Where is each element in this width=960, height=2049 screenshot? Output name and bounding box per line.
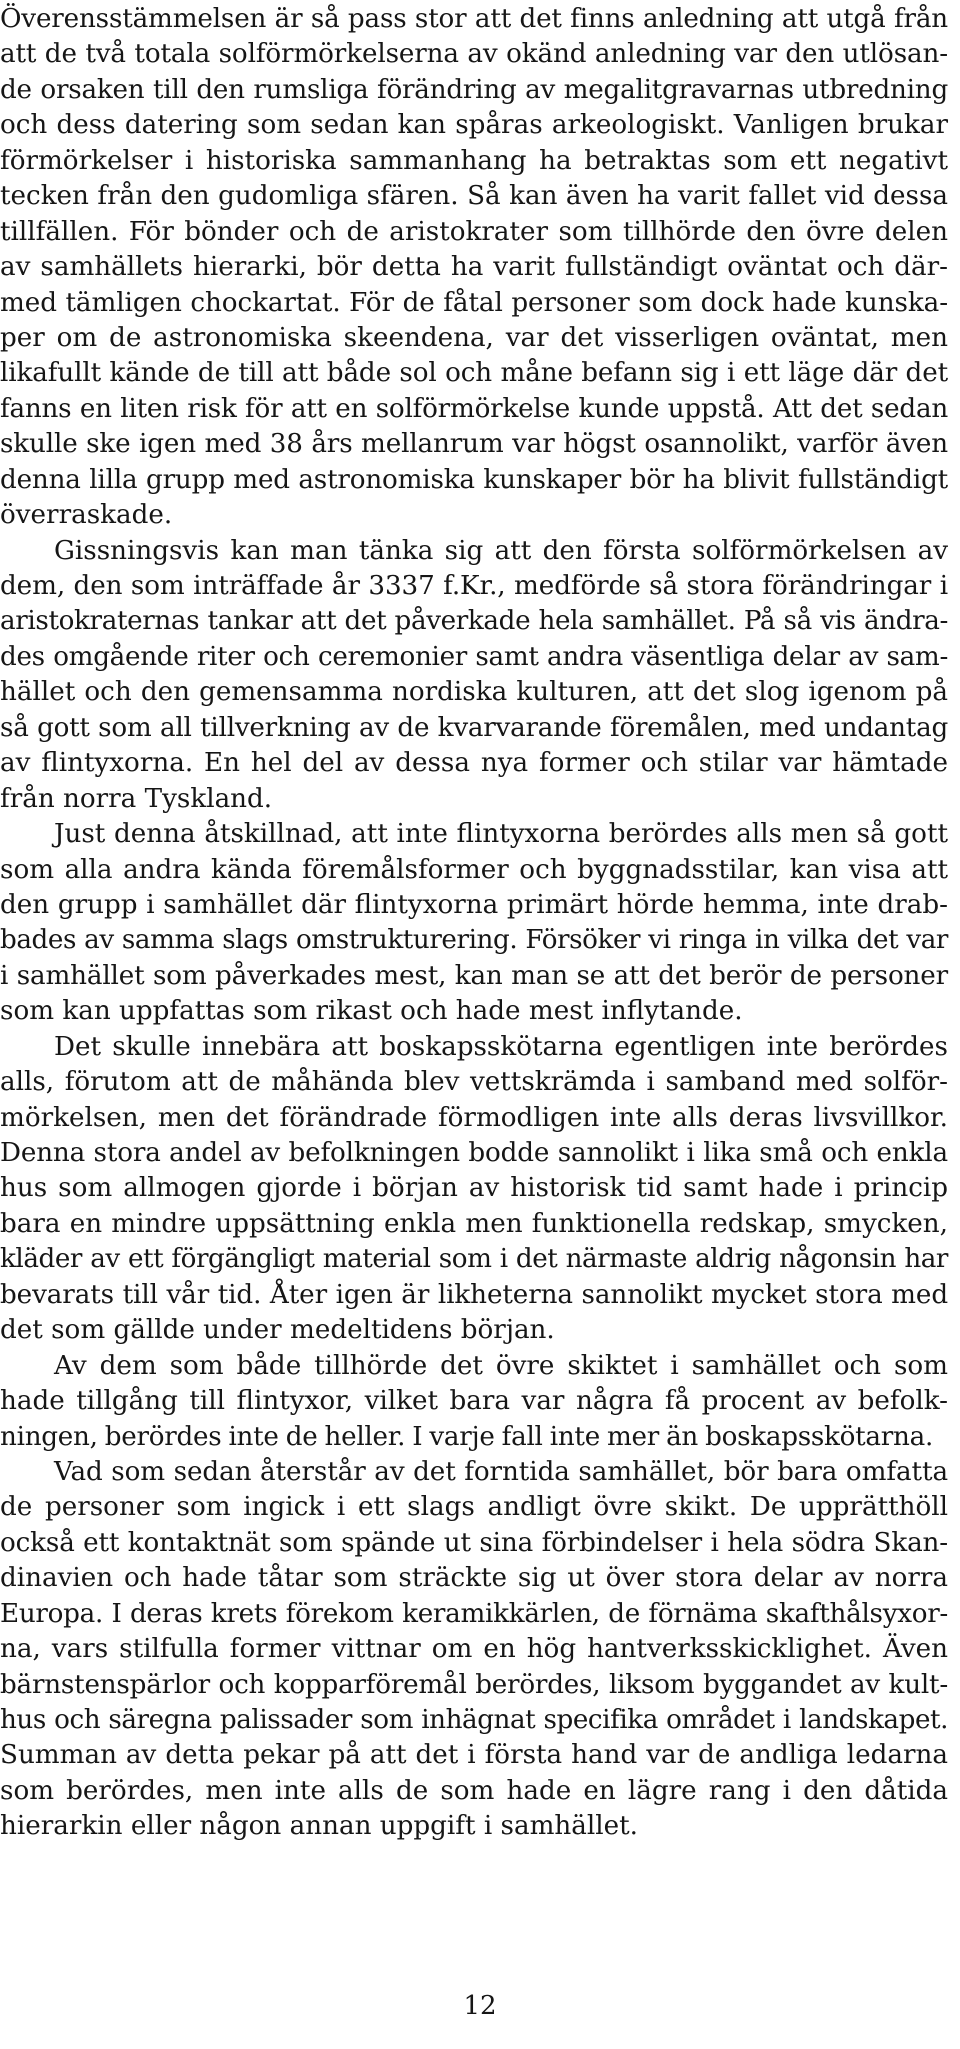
text-line: Just denna åtskillnad, att inte flintyxorna berördes alls men så gott bbox=[54, 819, 948, 850]
text-line: den grupp i samhället där flintyxorna primärt hörde hemma, inte drab- bbox=[0, 889, 948, 920]
text-line: det som gällde under medeltidens början. bbox=[0, 1315, 555, 1346]
text-line: hus som allmogen gjorde i början av historisk tid samt hade i princip bbox=[0, 1173, 948, 1204]
text-line: tillfällen. För bönder och de aristokrater som tillhörde den övre delen bbox=[0, 216, 948, 247]
text-line: överraskade. bbox=[0, 500, 173, 531]
text-line: dem, den som inträffade år 3337 f.Kr., medförde så stora förändringar i bbox=[0, 571, 948, 601]
text-line: Europa. I deras krets förekom keramikkärlen, de förnäma skafthålsyxor- bbox=[0, 1598, 948, 1629]
text-line: och dess datering som sedan kan spåras arkeologiskt. Vanligen brukar bbox=[0, 110, 948, 141]
text-line: av flintyxorna. En hel del av dessa nya former och stilar var hämtade bbox=[0, 748, 948, 779]
text-line: Vad som sedan återstår av det forntida samhället, bör bara omfatta bbox=[54, 1456, 948, 1487]
text-line: Gissningsvis kan man tänka sig att den första solförmörkelsen av bbox=[54, 535, 948, 566]
text-line: mörkelsen, men det förändrade förmodligen inte alls deras livsvillkor. bbox=[0, 1102, 948, 1133]
text-line: av samhällets hierarki, bör detta ha varit fullständigt oväntat och där- bbox=[0, 252, 948, 283]
text-line: ningen, berördes inte de heller. I varje fall inte mer än boskapsskötarna. bbox=[0, 1421, 934, 1452]
text-line: bevarats till vår tid. Åter igen är likheterna sannolikt mycket stora med bbox=[0, 1279, 948, 1310]
text-line: bara en mindre uppsättning enkla men funktionella redskap, smycken, bbox=[0, 1208, 948, 1239]
text-line: hierarkin eller någon annan uppgift i samhället. bbox=[0, 1811, 638, 1842]
paragraph bbox=[0, 534, 948, 818]
text-line: också ett kontaktnät som spände ut sina förbindelser i hela södra Skan- bbox=[0, 1527, 948, 1558]
text-line: att de två totala solförmörkelserna av okänd anledning var den utlösan- bbox=[0, 39, 948, 70]
text-line: denna lilla grupp med astronomiska kunskaper bör ha blivit fullständigt bbox=[0, 464, 948, 495]
text-line: aristokraternas tankar att det påverkade hela samhället. På så vis ändra- bbox=[0, 606, 948, 637]
body-text bbox=[0, 2, 948, 1845]
text-line: bärnstenspärlor och kopparföremål berördes, liksom byggandet av kult- bbox=[0, 1669, 948, 1700]
text-line: som kan uppfattas som rikast och hade mest inflytande. bbox=[0, 996, 743, 1027]
text-line: hället och den gemensamma nordiska kulturen, att det slog igenom på bbox=[0, 677, 948, 708]
text-line: så gott som all tillverkning av de kvarvarande föremålen, med undantag bbox=[0, 712, 948, 743]
text-line: Summan av detta pekar på att det i första hand var de andliga ledarna bbox=[0, 1740, 948, 1771]
text-line: alls, förutom att de måhända blev vettskrämda i samband med solför- bbox=[0, 1067, 948, 1098]
paragraph bbox=[0, 1455, 948, 1845]
text-line: skulle ske igen med 38 års mellanrum var högst osannolikt, varför även bbox=[0, 429, 948, 460]
text-line: från norra Tyskland. bbox=[0, 783, 273, 814]
text-line: förmörkelser i historiska sammanhang ha betraktas som ett negativt bbox=[0, 145, 948, 176]
text-line: som berördes, men inte alls de som hade en lägre rang i den dåtida bbox=[0, 1775, 948, 1806]
text-line: tecken från den gudomliga sfären. Så kan även ha varit fallet vid dessa bbox=[0, 181, 948, 212]
paragraph bbox=[0, 817, 948, 1030]
text-line: Denna stora andel av befolkningen bodde sannolikt i lika små och enkla bbox=[0, 1138, 948, 1168]
text-line: Överensstämmelsen är så pass stor att det finns anledning att utgå från bbox=[0, 4, 948, 34]
text-line: des omgående riter och ceremonier samt andra väsentliga delar av sam- bbox=[0, 641, 948, 672]
text-line: fanns en liten risk för att en solförmörkelse kunde uppstå. Att det sedan bbox=[0, 393, 948, 424]
paragraph bbox=[0, 1030, 948, 1349]
text-line: bades av samma slags omstrukturering. Försöker vi ringa in vilka det var bbox=[0, 925, 948, 956]
text-line: de orsaken till den rumsliga förändring av megalitgravarnas utbredning bbox=[0, 74, 948, 105]
text-line: de personer som ingick i ett slags andligt övre skikt. De upprätthöll bbox=[0, 1492, 948, 1523]
text-line: i samhället som påverkades mest, kan man se att det berör de personer bbox=[0, 960, 948, 991]
text-line: som alla andra kända föremålsformer och byggnadsstilar, kan visa att bbox=[0, 854, 948, 885]
page-number: 12 bbox=[463, 1991, 497, 2021]
text-line: na, vars stilfulla former vittnar om en hög hantverksskicklighet. Även bbox=[0, 1634, 948, 1665]
paragraph bbox=[0, 1349, 948, 1455]
text-line: dinavien och hade tåtar som sträckte sig ut över stora delar av norra bbox=[0, 1563, 948, 1594]
text-line: hade tillgång till flintyxor, vilket bara var några få procent av befolk- bbox=[0, 1386, 948, 1417]
text-line: hus och säregna palissader som inhägnat specifika området i landskapet. bbox=[0, 1705, 948, 1735]
text-line: med tämligen chockartat. För de fåtal personer som dock hade kunska- bbox=[0, 287, 948, 318]
paragraph bbox=[0, 2, 948, 534]
text-line: per om de astronomiska skeendena, var det visserligen oväntat, men bbox=[0, 322, 948, 353]
text-line: Det skulle innebära att boskapsskötarna egentligen inte berördes bbox=[54, 1031, 948, 1062]
text-line: likafullt kände de till att både sol och måne befann sig i ett läge där det bbox=[0, 358, 948, 389]
text-line: Av dem som både tillhörde det övre skiktet i samhället och som bbox=[54, 1350, 948, 1381]
text-line: kläder av ett förgängligt material som i det närmaste aldrig någonsin har bbox=[0, 1244, 948, 1275]
